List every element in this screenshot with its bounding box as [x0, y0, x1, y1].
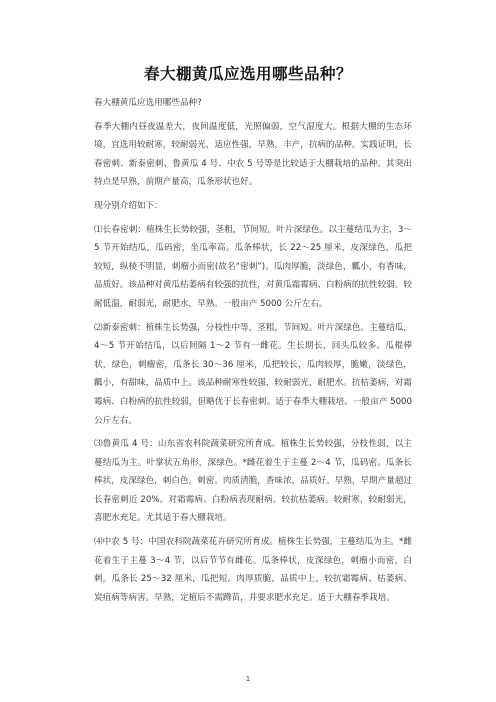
- paragraph-variety-3: ⑶鲁黄瓜 4 号：山东省农科院蔬菜研究所育成。植株生长势较强，分枝性弱，以主蔓结瓜为主。叶掌状五角形，深绿色。*雌花着生于主蔓 2～4 节，瓜码密。瓜条长棒状，皮深绿色，刺白色，刺密。肉质清脆，香味浓，品质好。早熟，早期产量超过长春密刺近 20%。对霜霉病、白粉病表现耐病。较抗枯萎病。较耐寒，较耐弱光，喜肥水充足。尤其适于春大棚栽培。: [94, 439, 412, 524]
- paragraph-variety-2: ⑵新泰密刺：植株生长势强，分枝性中等，茎粗，节间短。叶片深绿色。主蔓结瓜，4～5 节开始结瓜，以后间隔 1～2 节有一雌花。生长期长，回头瓜较多。瓜棍棒状，绿色，刺瘤密，瓜条长 30～36 厘米，瓜把较长，瓜肉较厚，脆嫩，淡绿色，瓤小，有甜味，品质中上。该品种耐寒性较强，较耐弱光，耐肥水。抗枯萎病，对霜霉病、白粉病的抗性较弱，但略优于长春密刺。适于春季大棚栽培。一般亩产 5000 公斤左右。: [94, 322, 412, 426]
- paragraph-intro: 春季大棚内昼夜温差大，夜间温度低，光照偏弱，空气湿度大。根据大棚的生态环境，宜选用较耐寒，较耐弱光，适应性强，早熟，丰产，抗病的品种。实践证明，长春密刺、新泰密刺、鲁黄瓜 4 号、中农 5 号等是比较适于大棚栽培的品种。其突出特点是早熟，前期产量高，瓜条形状也好。: [94, 121, 412, 188]
- paragraph-variety-1: ⑴长春密刺：植株生长势较强，茎粗，节间短。叶片深绿色。以主蔓结瓜为主，3～5 节开始结瓜，瓜码密，坐瓜率高。瓜条棒状，长 22～25 厘米，皮深绿色，瓜把较短，纵棱不明显，刺瘤小而密(故名“密刺”)。瓜肉厚脆，淡绿色，瓤小，有香味，品质好。该品种对黄瓜枯萎病有较强的抗性，对黄瓜霜霉病、白粉病的抗性较弱。较耐低温，耐弱光，耐肥水，早熟。一般亩产 5000 公斤左右。: [94, 224, 412, 309]
- paragraph-variety-4: ⑷中农 5 号：中国农科院蔬菜花卉研究所育成。植株生长势强，主蔓结瓜为主。*雌花着生于主蔓 3～4 节，以后节节有雌花。瓜条棒状，皮深绿色，刺瘤小而密，白刺。瓜条长 25～32 厘米，瓜把短。肉厚质脆，品质中上，较抗霜霉病、枯萎病、炭疽病等病害。早熟，定植后不需蹲苗，并要求肥水充足。适于大棚春季栽培。: [94, 537, 412, 603]
- page-number: 1: [245, 675, 251, 683]
- document-body: [94, 94, 412, 612]
- paragraph-question: 春大棚黄瓜应选用哪些品种?: [94, 98, 202, 108]
- page-title: 春大棚黄瓜应选用哪些品种？: [143, 65, 352, 83]
- paragraph-list-heading: 现分别介绍如下：: [94, 200, 163, 211]
